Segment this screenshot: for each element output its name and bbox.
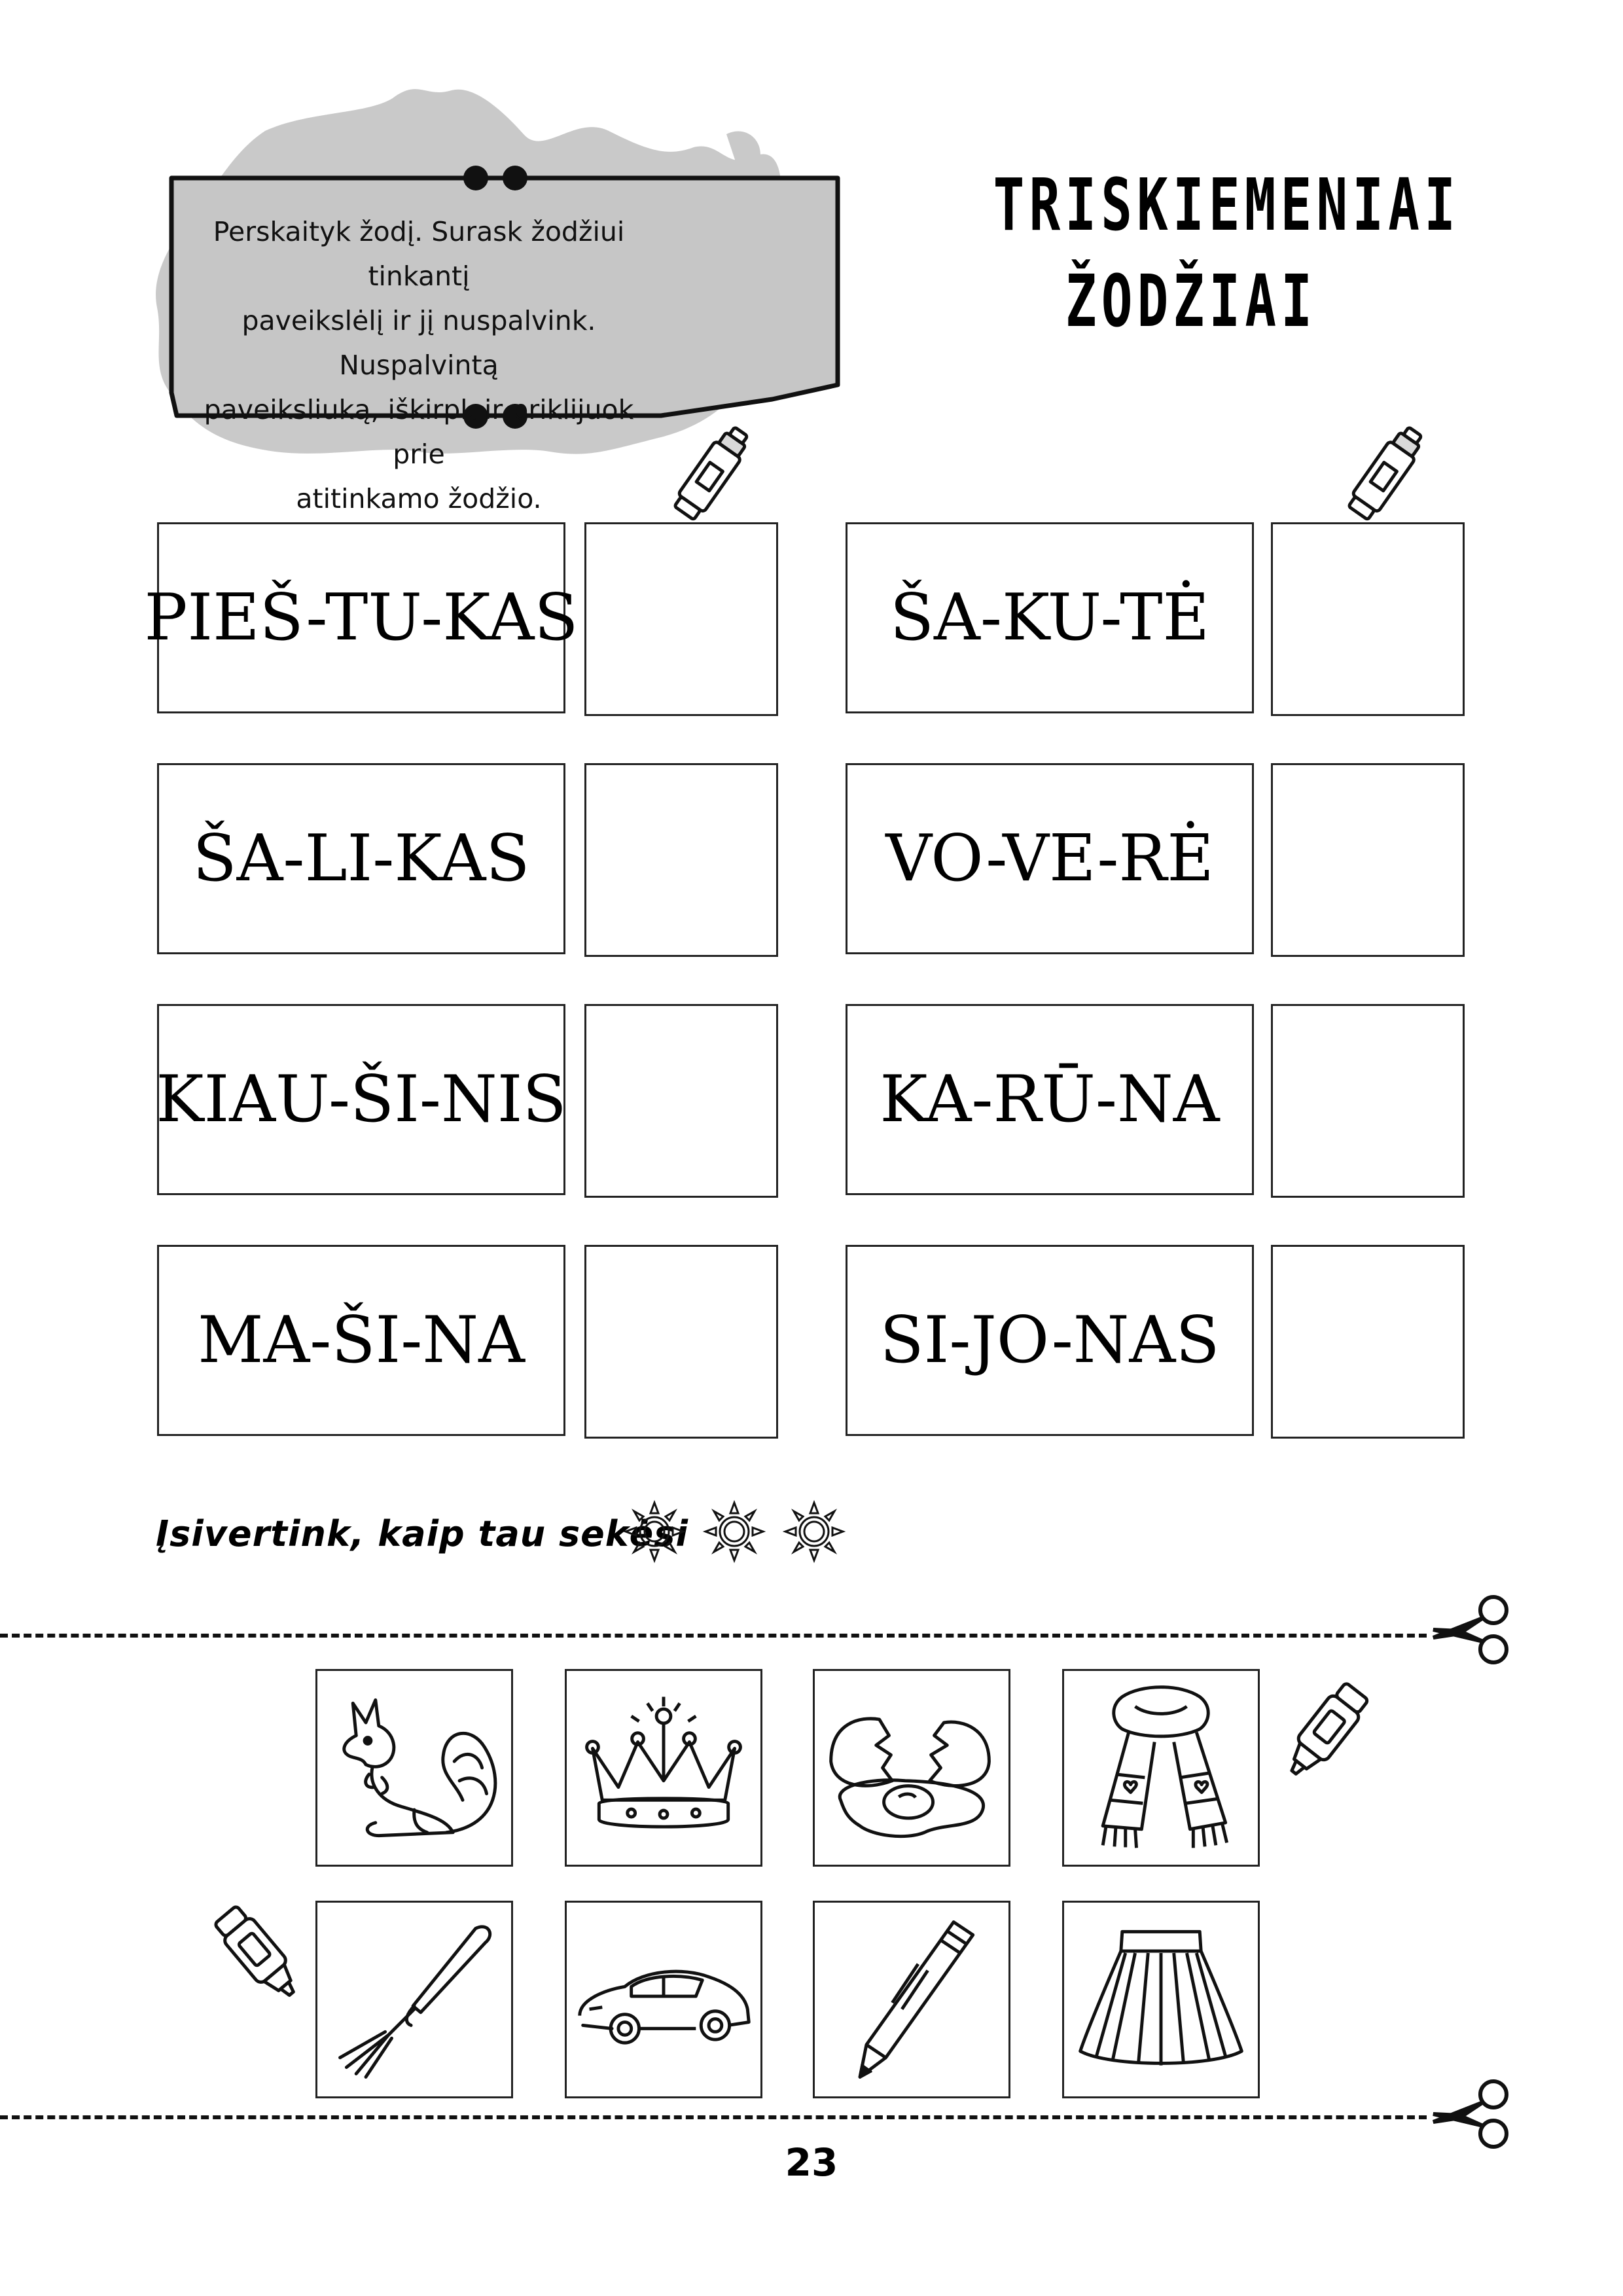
scarf-icon bbox=[1064, 1671, 1258, 1865]
paste-box[interactable] bbox=[1271, 763, 1465, 957]
word-box: SI-JO-NAS bbox=[846, 1245, 1254, 1436]
self-evaluation-label: Įsivertink, kaip tau sekėsi bbox=[156, 1513, 688, 1554]
page-title-line1: TRISKIEMENIAI bbox=[993, 163, 1461, 247]
squirrel-card[interactable] bbox=[315, 1669, 513, 1867]
paste-box[interactable] bbox=[584, 763, 778, 957]
instructions-line: paveiksliuką, iškirpk ir priklijuok prie bbox=[204, 394, 634, 470]
fork-card[interactable] bbox=[315, 1901, 513, 2098]
paste-box[interactable] bbox=[584, 522, 778, 716]
page-number: 23 bbox=[785, 2140, 838, 2185]
marker-icon bbox=[190, 1885, 321, 2016]
paste-box[interactable] bbox=[584, 1245, 778, 1439]
word-box: MA-ŠI-NA bbox=[157, 1245, 565, 1436]
paste-box[interactable] bbox=[584, 1004, 778, 1198]
crown-card[interactable] bbox=[565, 1669, 762, 1867]
glue-stick-icon bbox=[654, 412, 772, 530]
car-card[interactable] bbox=[565, 1901, 762, 2098]
instructions-line: paveikslėlį ir jį nuspalvink. Nuspalvintą bbox=[241, 305, 596, 381]
word-box: KIAU-ŠI-NIS bbox=[157, 1004, 565, 1195]
word-box: KA-RŪ-NA bbox=[846, 1004, 1254, 1195]
marker-icon bbox=[1263, 1662, 1394, 1793]
sun-icon[interactable] bbox=[781, 1499, 847, 1564]
paste-box[interactable] bbox=[1271, 1004, 1465, 1198]
scissors-icon bbox=[1420, 2068, 1525, 2160]
eggs-card[interactable] bbox=[813, 1669, 1010, 1867]
cut-line bbox=[0, 1634, 1427, 1638]
paste-box[interactable] bbox=[1271, 1245, 1465, 1439]
word-box: PIEŠ-TU-KAS bbox=[157, 522, 565, 713]
word-box: VO-VE-RĖ bbox=[846, 763, 1254, 954]
skirt-icon bbox=[1064, 1903, 1258, 2096]
cut-line bbox=[0, 2115, 1427, 2119]
instructions-line: Perskaityk žodį. Surask žodžiui tinkantį bbox=[213, 216, 625, 292]
instructions-line: atitinkamo žodžio. bbox=[296, 483, 542, 514]
squirrel-icon bbox=[317, 1671, 511, 1865]
sun-icon[interactable] bbox=[702, 1499, 767, 1564]
pencil-card[interactable] bbox=[813, 1901, 1010, 2098]
page-title-line2: ŽODŽIAI bbox=[1065, 259, 1317, 343]
fork-icon bbox=[317, 1903, 511, 2096]
eggs-icon bbox=[815, 1671, 1008, 1865]
car-icon bbox=[567, 1903, 760, 2096]
scissors-icon bbox=[1420, 1584, 1525, 1676]
crown-icon bbox=[567, 1671, 760, 1865]
instructions bbox=[196, 209, 641, 521]
paste-box[interactable] bbox=[1271, 522, 1465, 716]
word-box: ŠA-KU-TĖ bbox=[846, 522, 1254, 713]
pencil-icon bbox=[815, 1903, 1008, 2096]
scarf-card[interactable] bbox=[1062, 1669, 1260, 1867]
sun-icon[interactable] bbox=[622, 1499, 687, 1564]
skirt-card[interactable] bbox=[1062, 1901, 1260, 2098]
glue-stick-icon bbox=[1329, 412, 1446, 530]
word-box: ŠA-LI-KAS bbox=[157, 763, 565, 954]
